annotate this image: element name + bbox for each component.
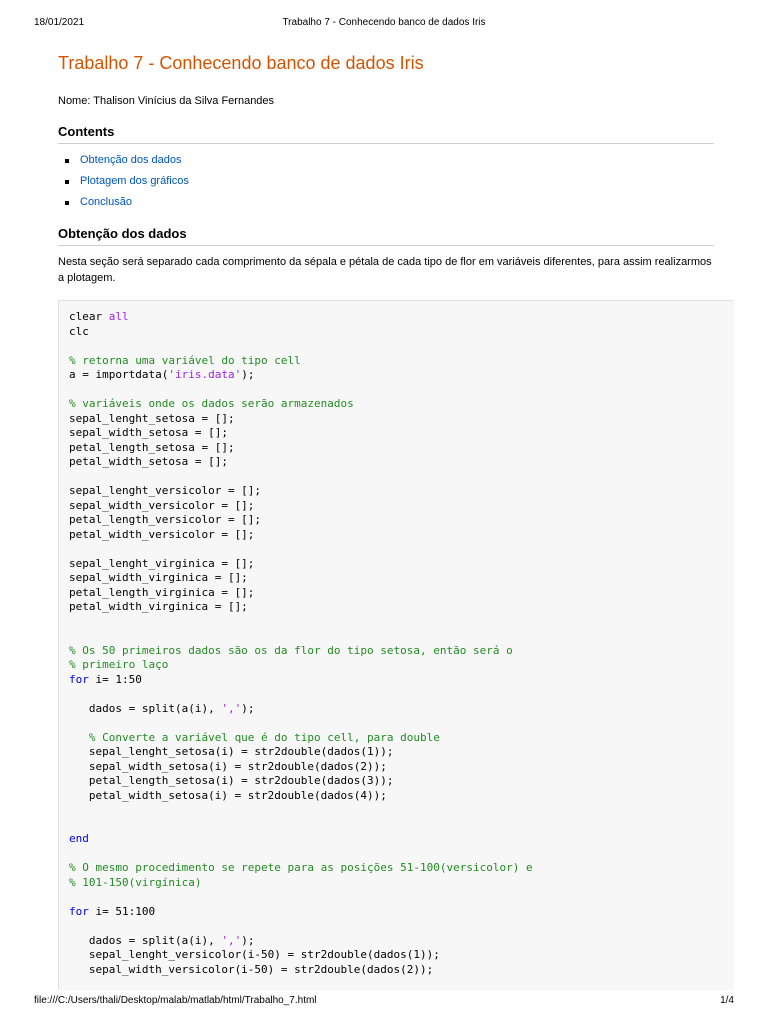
code-text: dados = split(a(i),	[69, 933, 222, 947]
code-line	[69, 861, 533, 874]
code-line	[69, 310, 129, 323]
author-line: Nome: Thalison Vinícius da Silva Fernandes	[58, 95, 275, 107]
code-listing	[59, 301, 734, 977]
code-comment: % retorna uma variável do tipo cell	[69, 353, 301, 367]
code-text: sepal_lenght_virginica = [];	[69, 556, 255, 570]
code-comment: % O mesmo procedimento se repete para as posições 51-100(versicolor) e	[69, 861, 533, 874]
toc-link-conclusao[interactable]: Conclusão	[80, 196, 132, 208]
code-line	[69, 557, 254, 570]
code-text: i= 51:100	[88, 904, 156, 918]
code-keyword: end	[69, 832, 89, 845]
code-line	[69, 499, 254, 512]
toc-item-obtencao	[58, 152, 714, 173]
code-text: sepal_width_setosa = [];	[69, 426, 228, 439]
code-line	[69, 426, 228, 439]
code-comment: % variáveis onde os dados serão armazenados	[69, 397, 354, 410]
code-text: sepal_width_versicolor = [];	[69, 498, 255, 512]
code-text: sepal_width_setosa(i) = str2double(dados(2));	[69, 759, 387, 773]
code-line	[69, 586, 254, 599]
code-keyword: for	[69, 904, 89, 918]
toc-item-conclusao	[58, 194, 714, 215]
file-path: file:///C:/Users/thali/Desktop/malab/matlab/html/Trabalho_7.html	[34, 995, 317, 1006]
code-comment: % primeiro laço	[69, 658, 169, 671]
code-line	[69, 876, 201, 889]
code-line	[69, 673, 142, 686]
code-text: petal_length_setosa(i) = str2double(dados(3));	[69, 774, 394, 787]
code-line	[69, 731, 440, 744]
code-text: sepal_lenght_versicolor(i-50) = str2double(dados(1));	[69, 948, 440, 961]
code-line	[69, 760, 387, 773]
table-of-contents	[58, 152, 714, 215]
code-line	[69, 513, 261, 526]
page-number: 1/4	[720, 995, 734, 1006]
code-line	[69, 325, 89, 338]
code-line	[69, 745, 394, 758]
code-comment: % 101-150(virgínica)	[69, 875, 202, 889]
print-page-title: Trabalho 7 - Conhecendo banco de dados Iris	[282, 17, 486, 28]
code-line	[69, 600, 248, 613]
code-text: clc	[69, 324, 89, 338]
code-line	[69, 905, 155, 918]
code-line	[69, 528, 254, 541]
code-text: );	[241, 701, 255, 715]
code-text: sepal_lenght_setosa(i) = str2double(dados(1));	[69, 745, 394, 758]
toc-link-plotagem[interactable]: Plotagem dos gráficos	[80, 175, 189, 187]
code-keyword: for	[69, 672, 89, 686]
code-line	[69, 934, 254, 947]
code-text: sepal_width_versicolor(i-50) = str2double(dados(2));	[69, 962, 434, 976]
code-text: i= 1:50	[88, 672, 142, 686]
code-line	[69, 397, 354, 410]
code-text: sepal_width_virginica = [];	[69, 571, 248, 584]
print-date: 18/01/2021	[34, 17, 85, 28]
code-line	[69, 702, 254, 715]
section-heading-obtencao: Obtenção dos dados	[58, 225, 714, 246]
code-line	[69, 484, 261, 497]
toc-item-plotagem	[58, 173, 714, 194]
code-comment: % Converte a variável que é do tipo cell, para double	[69, 730, 440, 744]
code-line	[69, 412, 235, 425]
code-line	[69, 644, 513, 657]
code-line	[69, 774, 394, 787]
code-line	[69, 948, 440, 961]
code-comment: % Os 50 primeiros dados são os da flor do tipo setosa, então será o	[69, 643, 513, 657]
code-line	[69, 963, 433, 976]
code-text: petal_width_setosa = [];	[69, 455, 228, 468]
code-line	[69, 832, 89, 845]
document-body	[58, 50, 714, 286]
code-text: sepal_lenght_versicolor = [];	[69, 484, 262, 497]
code-line	[69, 571, 248, 584]
code-text: clear	[69, 310, 109, 323]
code-text: );	[241, 933, 255, 947]
code-text: petal_length_versicolor = [];	[69, 513, 262, 526]
code-text: petal_width_virginica = [];	[69, 600, 248, 613]
section-paragraph: Nesta seção será separado cada comprimento da sépala e pétala de cada tipo de flor em variáveis diferentes, para assim realizarmos a plotagem.	[58, 256, 712, 284]
toc-link-obtencao[interactable]: Obtenção dos dados	[80, 154, 182, 166]
code-line	[69, 441, 235, 454]
code-line	[69, 789, 387, 802]
code-string: ','	[221, 701, 242, 715]
code-string: ','	[221, 933, 242, 947]
document-title: Trabalho 7 - Conhecendo banco de dados Iris	[58, 53, 424, 73]
code-string: all	[108, 310, 129, 323]
code-text: petal_length_virginica = [];	[69, 585, 255, 599]
code-line	[69, 658, 168, 671]
code-line	[69, 354, 301, 367]
code-text: petal_length_setosa = [];	[69, 440, 235, 454]
code-text: petal_width_setosa(i) = str2double(dados(4));	[69, 788, 387, 802]
code-line	[69, 455, 228, 468]
contents-heading: Contents	[58, 123, 714, 144]
code-block	[58, 300, 734, 990]
print-header	[34, 17, 734, 31]
code-text: a = importdata(	[69, 368, 169, 381]
print-footer	[34, 995, 734, 1009]
code-string: 'iris.data'	[168, 368, 242, 381]
code-text: sepal_lenght_setosa = [];	[69, 411, 235, 425]
code-text: dados = split(a(i),	[69, 701, 222, 715]
code-text: petal_width_versicolor = [];	[69, 527, 255, 541]
code-line	[69, 368, 254, 381]
code-text: );	[241, 368, 255, 381]
